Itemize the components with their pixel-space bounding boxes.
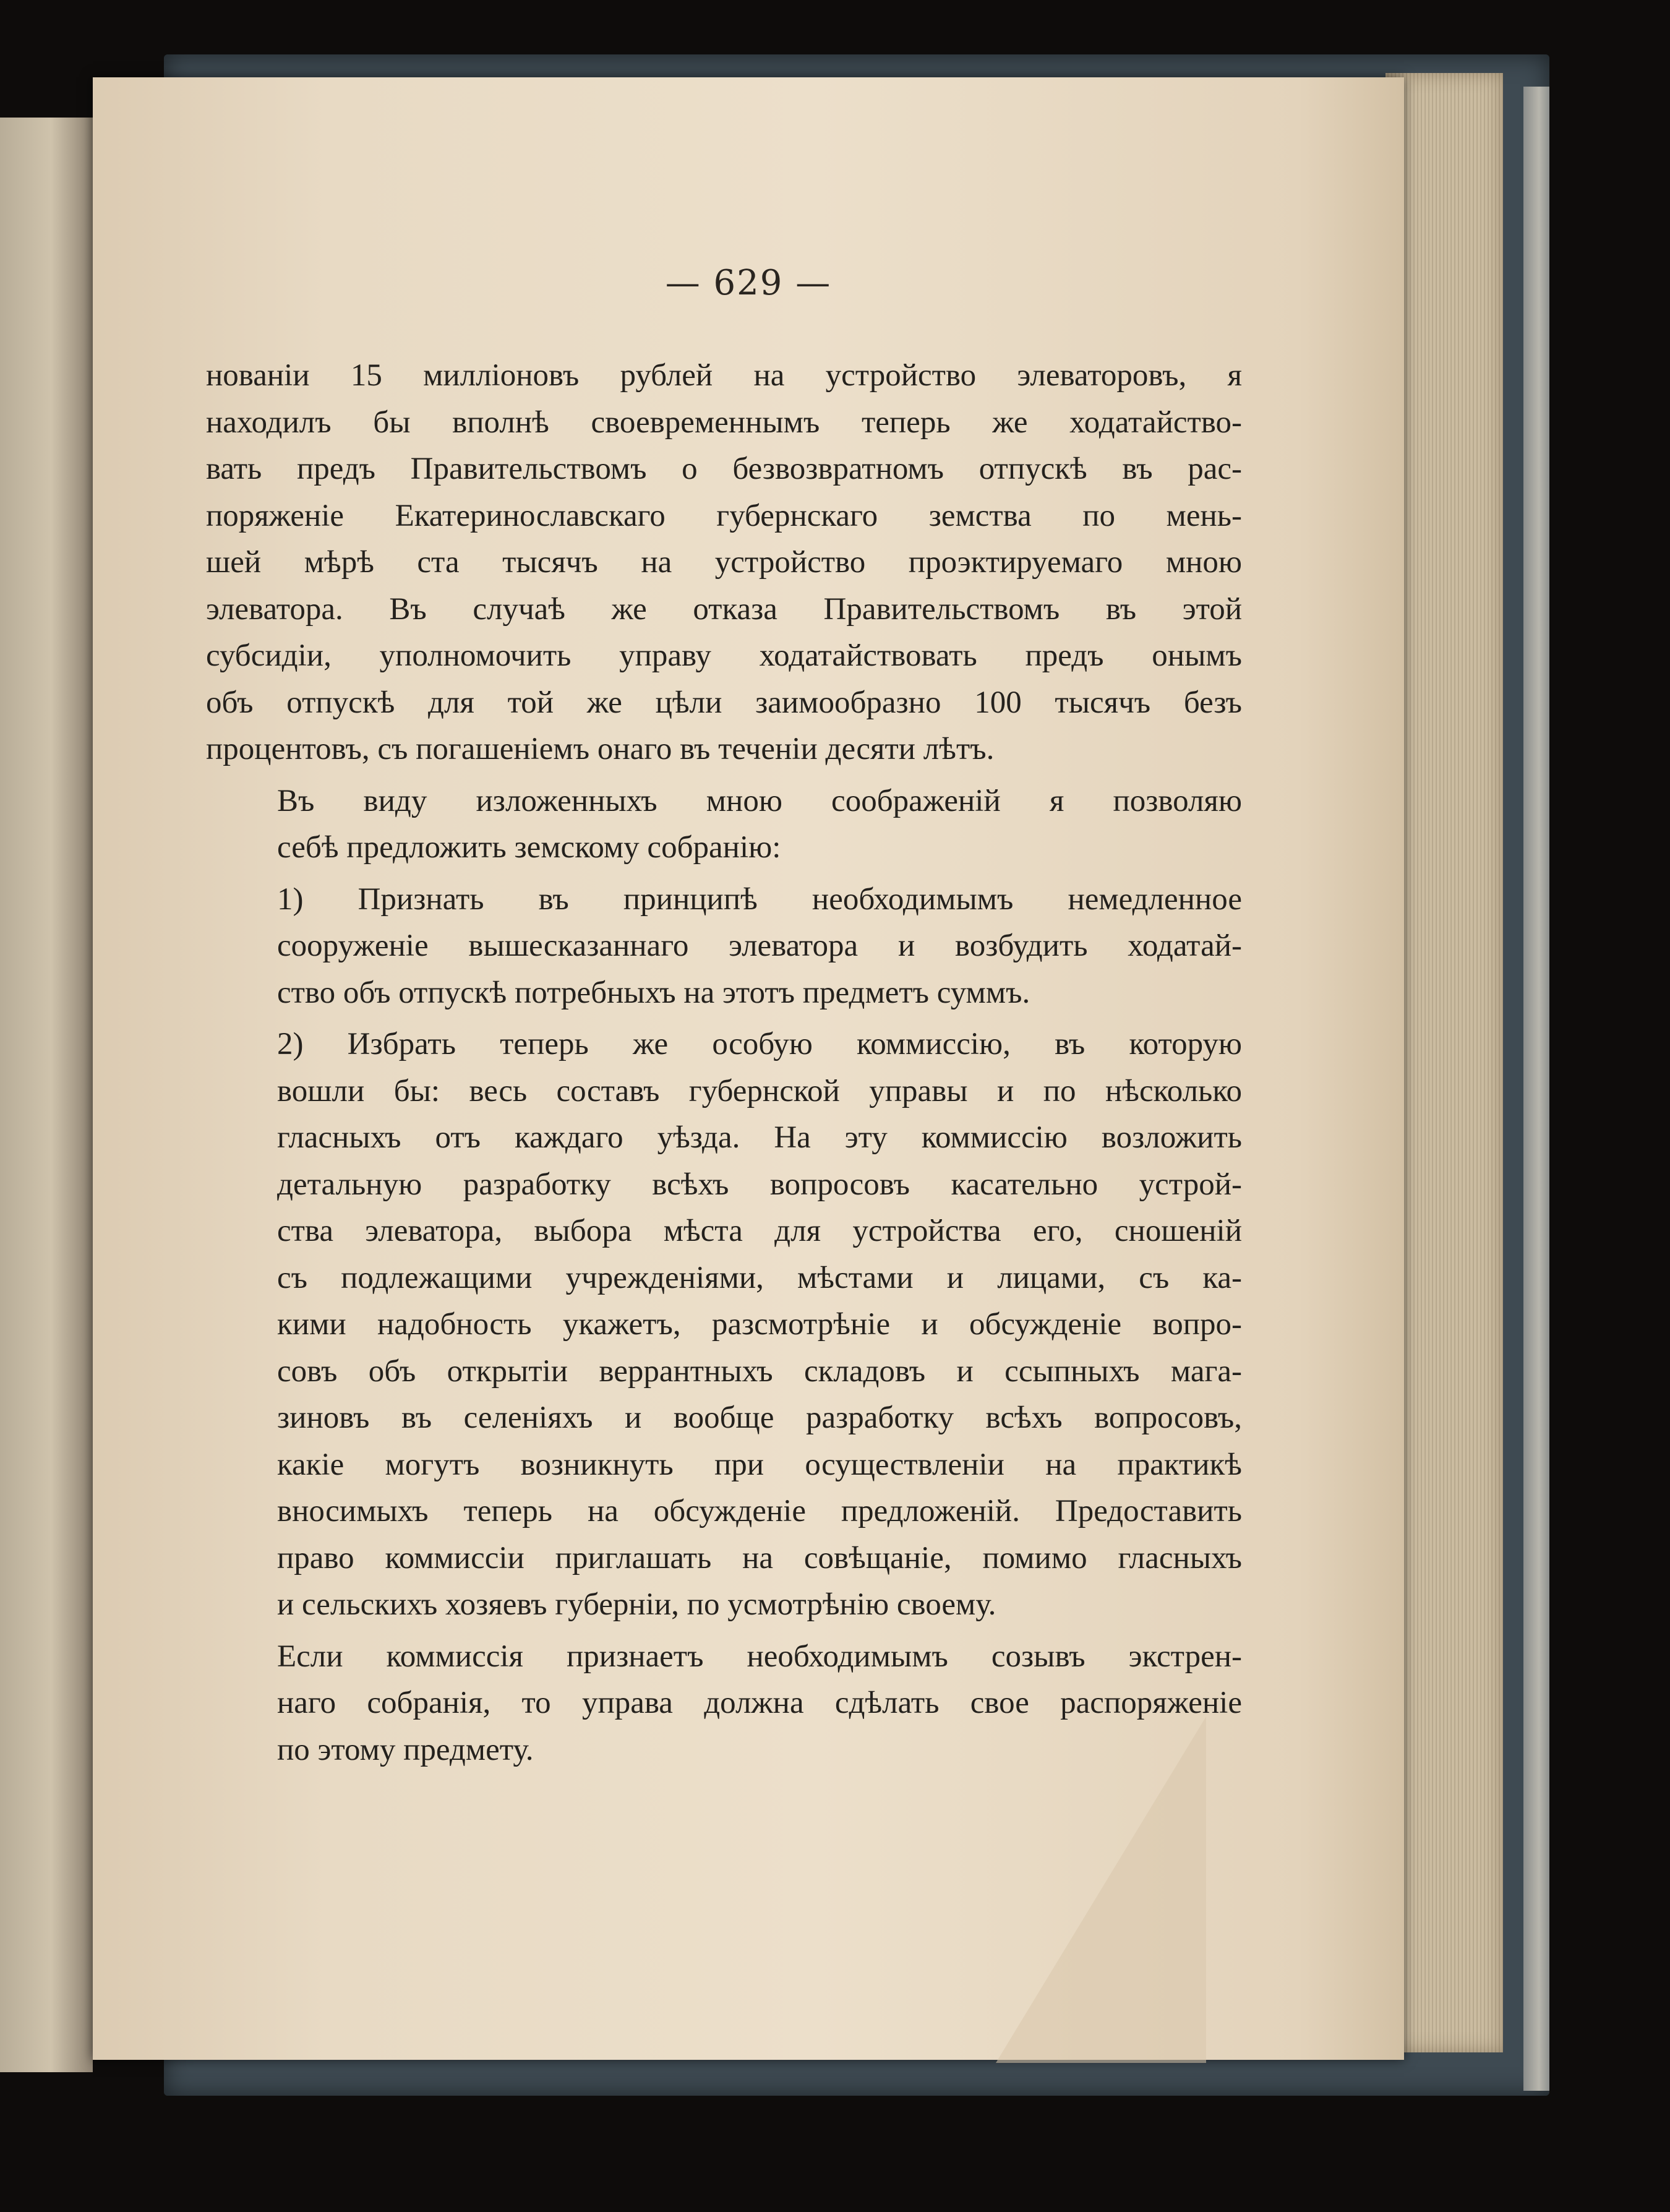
text-line: право коммиссіи приглашать на совѣщаніе, помимо гласныхъ (277, 1540, 1242, 1575)
paragraph (206, 877, 1242, 1017)
page-body-text (206, 353, 1242, 1778)
paragraph (206, 1021, 1242, 1629)
text-line: элеватора. Въ случаѣ же отказа Правительствомъ въ этой (206, 591, 1242, 627)
page-number: — 629 — (665, 263, 832, 303)
text-line: Если коммиссія признаетъ необходимымъ созывъ экстрен- (277, 1639, 1242, 1674)
text-line: гласныхъ отъ каждаго уѣзда. На эту коммиссію возложить (277, 1120, 1242, 1155)
text-line: зиновъ въ селеніяхъ и вообще разработку всѣхъ вопросовъ, (277, 1400, 1242, 1435)
text-line: шей мѣрѣ ста тысячъ на устройство проэктируемаго мною (206, 545, 1242, 580)
text-line: и сельскихъ хозяевъ губерніи, по усмотрѣнію своему. (277, 1587, 996, 1622)
paragraph (206, 353, 1242, 773)
cover-edge (1523, 87, 1549, 2091)
text-line: какіе могутъ возникнуть при осуществленіи на практикѣ (277, 1447, 1242, 1482)
text-line: совъ объ открытіи веррантныхъ складовъ и ссыпныхъ мага- (277, 1353, 1242, 1389)
previous-page-edge (0, 118, 93, 2072)
text-line: 2) Избрать теперь же особую коммиссію, въ которую (277, 1027, 1242, 1061)
text-line: по этому предмету. (277, 1732, 534, 1767)
book-page (93, 77, 1404, 2060)
text-line: Въ виду изложенныхъ мною соображеній я позволяю (277, 783, 1242, 818)
text-line: объ отпускѣ для той же цѣли заимообразно 100 тысячъ безъ (206, 685, 1242, 720)
text-line: 1) Признать въ принципѣ необходимымъ немедленное (277, 881, 1242, 917)
text-line: процентовъ, съ погашеніемъ онаго въ теченіи десяти лѣтъ. (206, 732, 995, 766)
text-line: себѣ предложить земскому собранію: (277, 830, 781, 865)
text-line: съ подлежащими учрежденіями, мѣстами и лицами, съ ка- (277, 1260, 1242, 1295)
text-line: субсидіи, уполномочить управу ходатайствовать предъ онымъ (206, 638, 1242, 673)
text-line: детальную разработку всѣхъ вопросовъ касательно устрой- (277, 1167, 1242, 1202)
text-line: кими надобность укажетъ, разсмотрѣніе и обсужденіе вопро- (277, 1307, 1242, 1342)
text-line: нованіи 15 милліоновъ рублей на устройство элеваторовъ, я (206, 358, 1242, 393)
text-line: наго собранія, то управа должна сдѣлать свое распоряженіе (277, 1686, 1242, 1720)
paragraph (206, 1634, 1242, 1774)
paragraph (206, 778, 1242, 872)
text-line: ство объ отпускѣ потребныхъ на этотъ предметъ суммъ. (277, 975, 1030, 1010)
text-line: вошли бы: весь составъ губернской управы и по нѣсколько (277, 1073, 1242, 1108)
text-line: вносимыхъ теперь на обсужденіе предложеній. Предоставить (277, 1494, 1242, 1528)
text-line: находилъ бы вполнѣ своевременнымъ теперь же ходатайство- (206, 405, 1242, 440)
text-line: сооруженіе вышесказаннаго элеватора и возбудить ходатай- (277, 928, 1242, 963)
text-line: поряженіе Екатеринославскаго губернскаго земства по мень- (206, 498, 1242, 533)
text-line: вать предъ Правительствомъ о безвозвратномъ отпускѣ въ рас- (206, 452, 1242, 486)
text-line: ства элеватора, выбора мѣста для устройства его, сношеній (277, 1214, 1242, 1248)
